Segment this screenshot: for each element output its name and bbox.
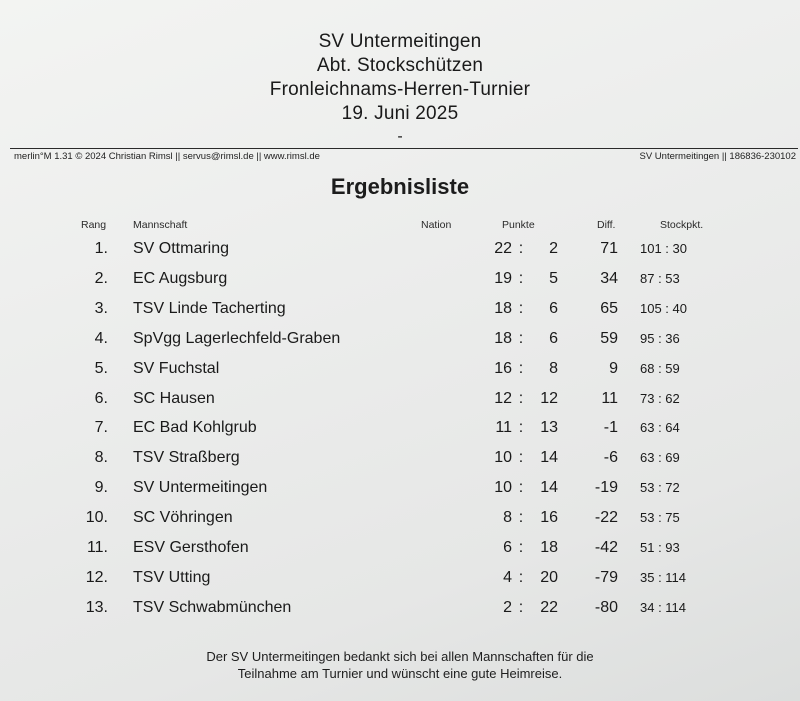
points-for-cell: 6	[503, 539, 512, 556]
stock-points-cell: 51 : 93	[640, 540, 680, 555]
tournament-date: 19. Juni 2025	[341, 103, 459, 124]
points-for-cell: 10	[494, 449, 512, 467]
team-cell: TSV Linde Tacherting	[133, 299, 286, 317]
table-row	[0, 328, 800, 358]
diff-cell: 59	[600, 329, 618, 347]
diff-cell: 34	[600, 269, 618, 287]
points-against-cell: 8	[549, 359, 558, 377]
stock-points-cell: 35 : 114	[640, 569, 687, 585]
header-dash: -	[397, 128, 403, 145]
table-row	[0, 358, 800, 388]
team-cell: SC Vöhringen	[133, 509, 233, 527]
closing-line-2: Teilnahme am Turnier und wünscht eine gute Heimreise.	[237, 666, 563, 681]
stock-points-cell: 101 : 30	[640, 241, 687, 256]
results-title: Ergebnisliste	[330, 174, 470, 199]
points-separator: :	[518, 539, 524, 556]
diff-cell: -79	[594, 568, 618, 586]
points-separator: :	[518, 389, 524, 407]
table-row	[0, 537, 800, 567]
stock-points-cell: 73 : 62	[640, 390, 680, 406]
team-cell: EC Augsburg	[133, 269, 228, 287]
rank-cell: 11.	[86, 539, 108, 556]
club-name: SV Untermeitingen	[318, 31, 482, 52]
points-for-cell: 2	[503, 598, 512, 616]
points-against-cell: 14	[540, 449, 558, 467]
points-against-cell: 16	[540, 509, 558, 527]
diff-cell: -80	[594, 598, 618, 616]
team-cell: EC Bad Kohlgrub	[133, 419, 257, 437]
col-nation: Nation	[421, 219, 452, 231]
header-divider	[10, 148, 798, 149]
department-name: Abt. Stockschützen	[316, 55, 484, 76]
points-for-cell: 18	[494, 329, 512, 347]
tournament-name: Fronleichnams-Herren-Turnier	[269, 79, 531, 100]
points-separator: :	[518, 359, 524, 377]
stock-points-cell: 63 : 64	[640, 420, 680, 436]
club-id: SV Untermeitingen || 186836-230102	[639, 151, 796, 162]
rank-cell: 5.	[94, 359, 108, 377]
points-against-cell: 18	[540, 539, 558, 556]
team-cell: SC Hausen	[133, 389, 215, 407]
rank-cell: 3.	[94, 299, 108, 317]
team-cell: ESV Gersthofen	[133, 539, 249, 556]
diff-cell: -19	[594, 479, 618, 497]
diff-cell: -6	[603, 449, 618, 467]
table-row	[0, 507, 800, 537]
points-for-cell: 16	[494, 359, 512, 377]
team-cell: SV Ottmaring	[133, 240, 230, 257]
table-row	[0, 298, 800, 328]
points-against-cell: 5	[549, 269, 558, 287]
stock-points-cell: 34 : 114	[640, 599, 687, 615]
table-row	[0, 268, 800, 298]
col-stock: Stockpkt.	[660, 219, 704, 231]
rank-cell: 9.	[94, 479, 108, 497]
software-meta	[14, 151, 796, 162]
closing-line-1: Der SV Untermeitingen bedankt sich bei allen Mannschaften für die	[206, 649, 594, 664]
rank-cell: 1.	[94, 240, 108, 257]
rank-cell: 6.	[94, 389, 108, 407]
points-separator: :	[518, 240, 524, 257]
diff-cell: -22	[594, 509, 618, 527]
points-for-cell: 18	[494, 299, 512, 317]
stock-points-cell: 105 : 40	[640, 300, 687, 316]
rank-cell: 10.	[85, 509, 108, 527]
table-row	[0, 238, 800, 268]
table-row	[0, 417, 800, 447]
diff-cell: 11	[601, 389, 618, 407]
table-row	[0, 388, 800, 418]
points-for-cell: 10	[494, 479, 512, 497]
points-against-cell: 6	[549, 329, 558, 347]
stock-points-cell: 87 : 53	[640, 270, 680, 286]
team-cell: SpVgg Lagerlechfeld-Graben	[133, 329, 341, 347]
stock-points-cell: 68 : 59	[640, 360, 680, 376]
col-team: Mannschaft	[133, 219, 188, 231]
points-against-cell: 6	[549, 299, 558, 317]
col-rank: Rang	[81, 219, 107, 231]
table-row	[0, 477, 800, 507]
points-separator: :	[518, 568, 524, 586]
team-cell: TSV Utting	[133, 568, 211, 586]
rank-cell: 8.	[94, 449, 108, 467]
rank-cell: 2.	[94, 269, 108, 287]
table-row	[0, 447, 800, 477]
col-points: Punkte	[502, 219, 535, 231]
team-cell: SV Untermeitingen	[133, 479, 268, 497]
document-header	[0, 30, 800, 146]
points-for-cell: 12	[494, 389, 512, 407]
points-separator: :	[518, 299, 524, 317]
points-against-cell: 2	[549, 240, 558, 257]
points-separator: :	[518, 269, 524, 287]
points-separator: :	[518, 479, 524, 497]
points-against-cell: 14	[540, 479, 558, 497]
points-for-cell: 19	[494, 269, 512, 287]
points-separator: :	[518, 598, 524, 616]
diff-cell: -1	[603, 419, 618, 437]
col-diff: Diff.	[597, 219, 616, 231]
diff-cell: 9	[609, 359, 618, 377]
team-cell: SV Fuchstal	[133, 359, 220, 377]
table-row	[0, 597, 800, 627]
table-row	[0, 567, 800, 597]
points-for-cell: 22	[494, 240, 512, 257]
rank-cell: 12.	[85, 568, 108, 586]
points-for-cell: 8	[503, 509, 512, 527]
points-separator: :	[518, 419, 524, 437]
points-against-cell: 20	[540, 568, 558, 586]
rank-cell: 13.	[85, 598, 108, 616]
team-cell: TSV Straßberg	[133, 449, 240, 467]
stock-points-cell: 95 : 36	[640, 330, 680, 346]
points-separator: :	[518, 329, 524, 347]
software-credit: merlin°M 1.31 © 2024 Christian Rimsl || servus@rimsl.de || www.rimsl.de	[14, 151, 320, 162]
diff-cell: -42	[594, 539, 618, 556]
stock-points-cell: 63 : 69	[640, 450, 680, 466]
stock-points-cell: 53 : 72	[640, 480, 680, 496]
points-against-cell: 12	[540, 389, 558, 407]
diff-cell: 71	[600, 240, 618, 257]
points-for-cell: 4	[503, 568, 512, 586]
closing-note	[0, 648, 800, 682]
rank-cell: 4.	[94, 329, 108, 347]
points-for-cell: 11	[495, 419, 512, 437]
points-separator: :	[518, 449, 524, 467]
team-cell: TSV Schwabmünchen	[133, 598, 292, 616]
stock-points-cell: 53 : 75	[640, 510, 680, 526]
points-separator: :	[518, 509, 524, 527]
rank-cell: 7.	[94, 419, 108, 437]
points-against-cell: 22	[540, 598, 558, 616]
diff-cell: 65	[600, 299, 618, 317]
points-against-cell: 13	[540, 419, 558, 437]
